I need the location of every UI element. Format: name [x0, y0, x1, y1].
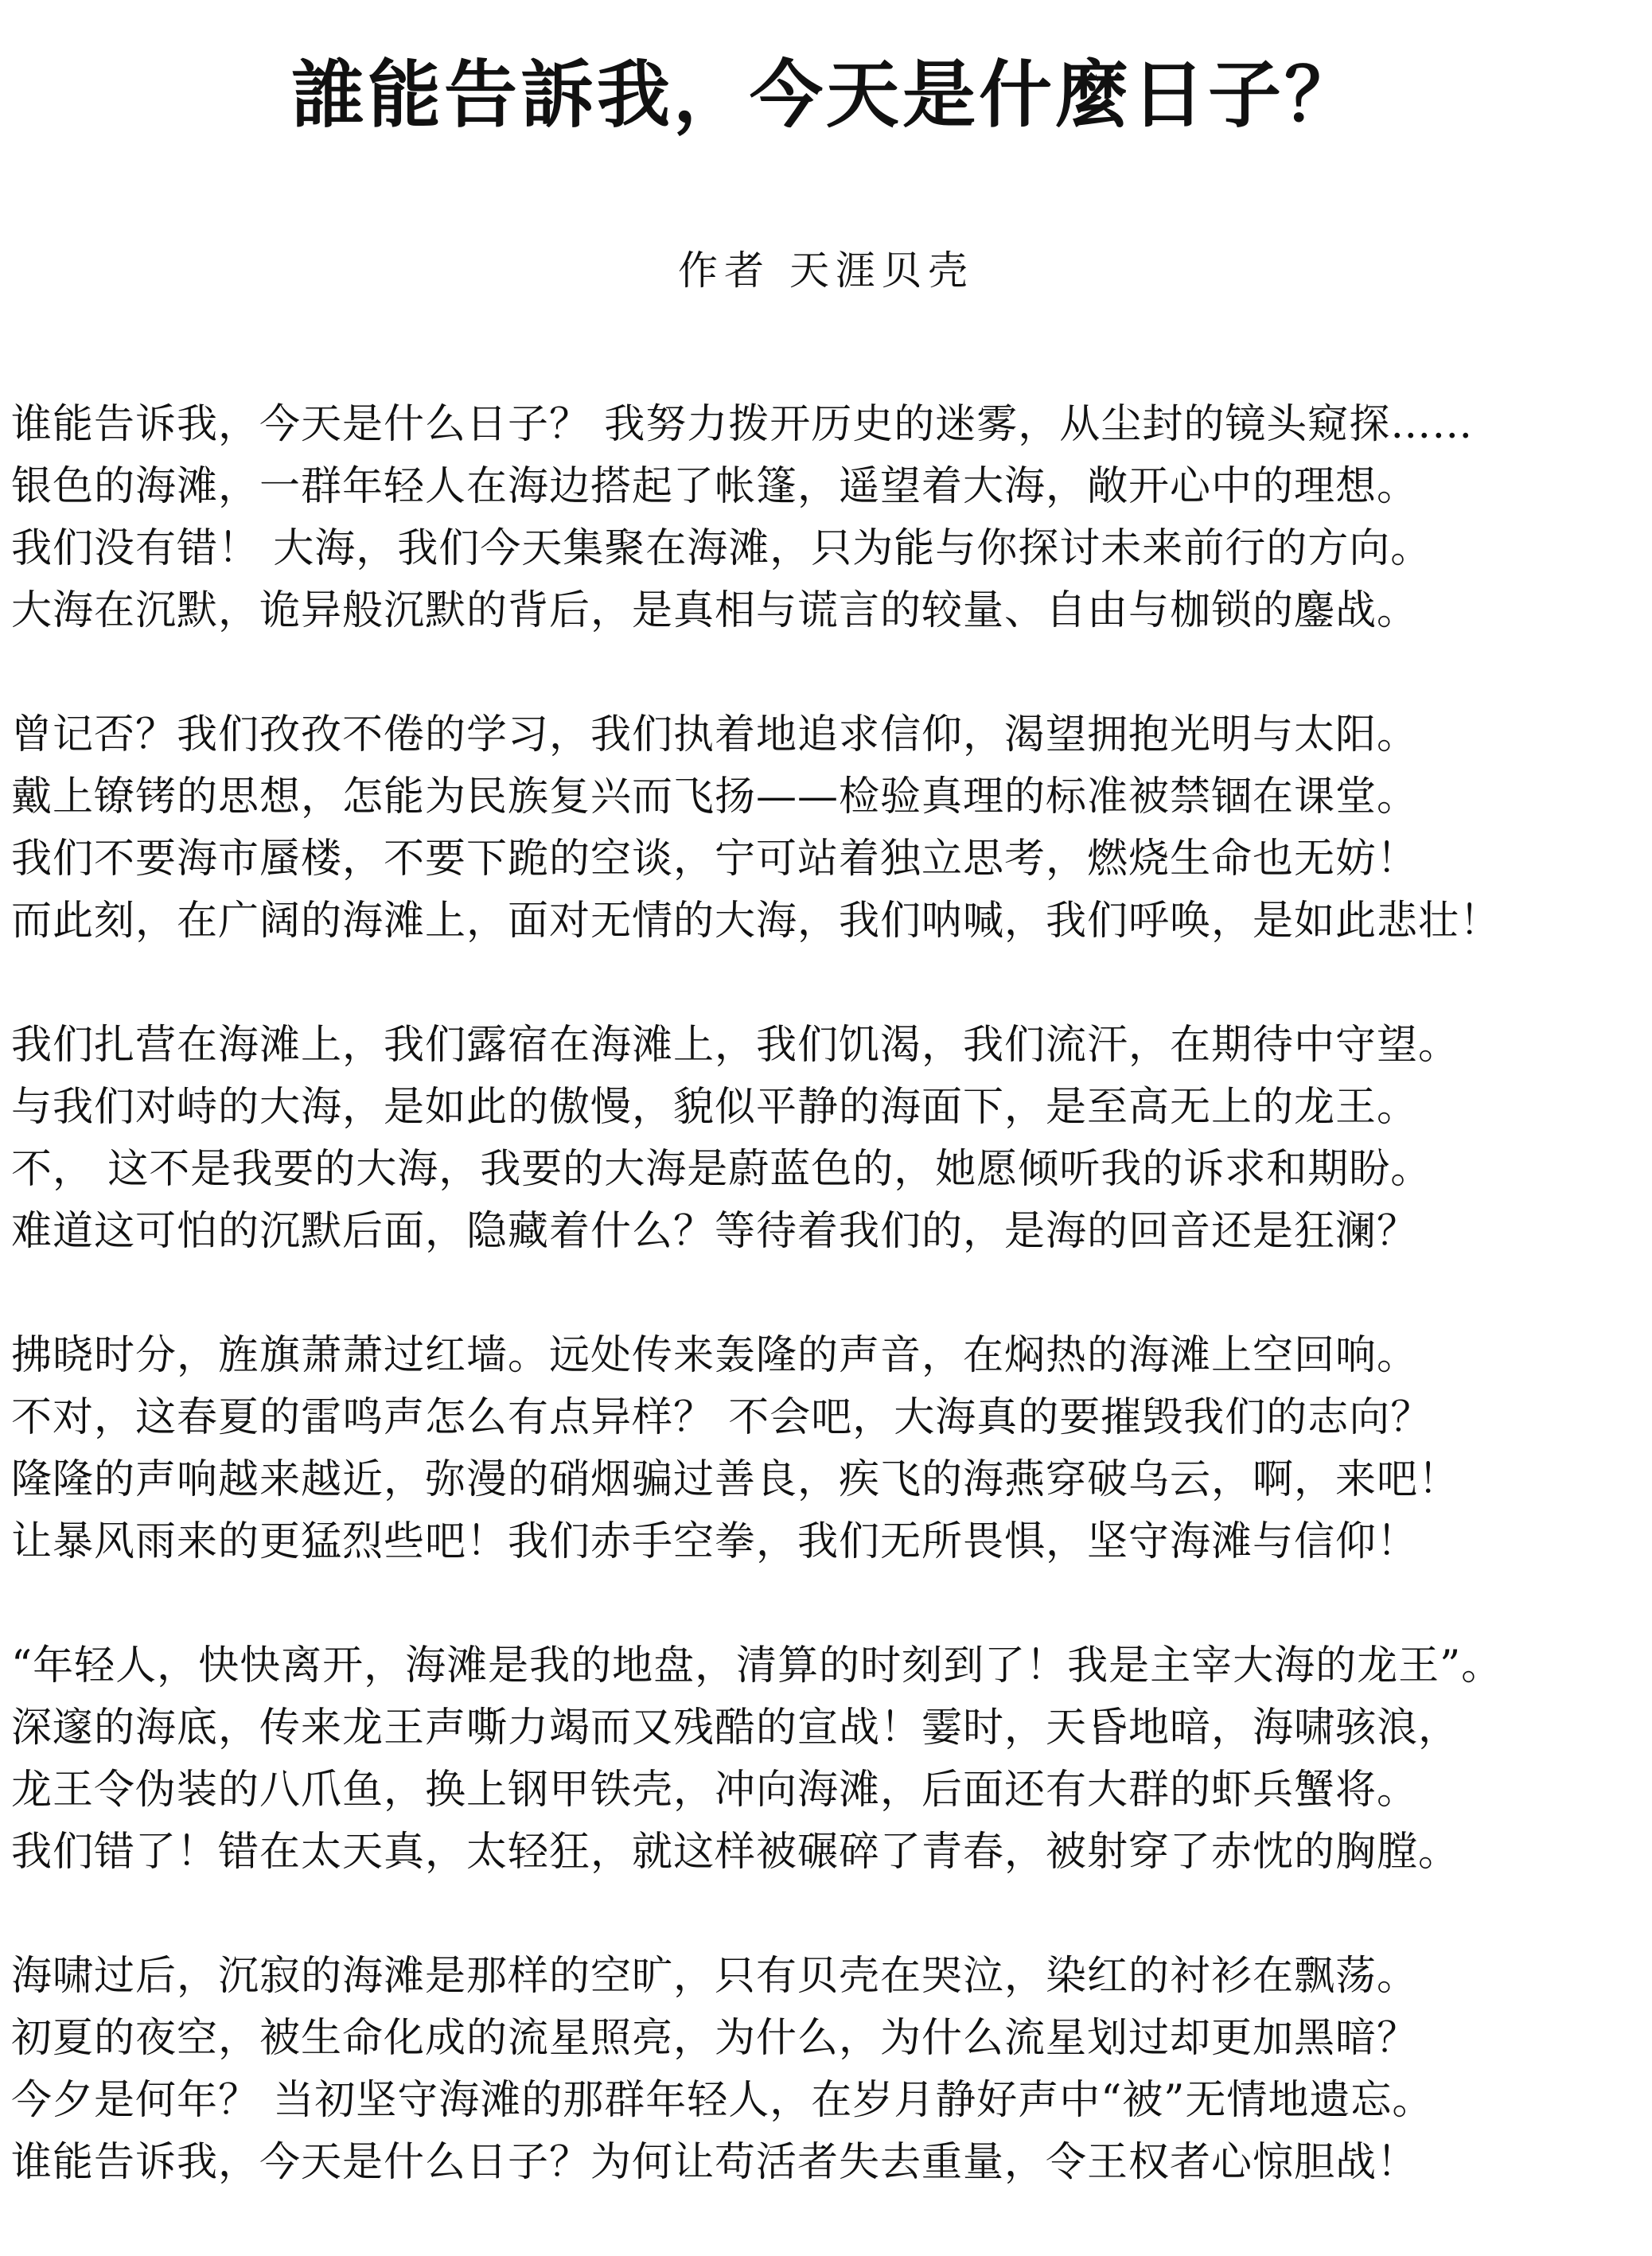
poem-line: 而此刻，在广阔的海滩上，面对无情的大海，我们呐喊，我们呼唤，是如此悲壮！: [11, 898, 1502, 945]
poem-stanza: [11, 394, 1642, 642]
poem-line: 与我们对峙的大海，是如此的傲慢，貌似平静的海面下，是至高无上的龙王。: [11, 1084, 1419, 1131]
poem-line: 海啸过后，沉寂的海滩是那样的空旷，只有贝壳在哭泣，染红的衬衫在飘荡。: [11, 1953, 1419, 2000]
poem-stanza: [11, 704, 1642, 953]
poem-line: 我们没有错！ 大海，我们今天集聚在海滩，只为能与你探讨未来前行的方向。: [11, 525, 1432, 572]
poem-line: 我们不要海市蜃楼，不要下跪的空谈，宁可站着独立思考，燃烧生命也无妨！: [11, 836, 1419, 883]
poem-line: 今夕是何年？ 当初坚守海滩的那群年轻人，在岁月静好声中“被”无情地遗忘。: [11, 2077, 1434, 2124]
poem-line: “年轻人，快快离开，海滩是我的地盘，清算的时刻到了！我是主宰大海的龙王”。: [11, 1642, 1503, 1689]
poem-stanza: [11, 1015, 1642, 1263]
poem-stanza: [11, 1325, 1642, 1573]
poem-line: 深邃的海底，传来龙王声嘶力竭而又残酷的宣战！霎时，天昏地暗，海啸骇浪，: [11, 1705, 1460, 1751]
poem-line: 银色的海滩，一群年轻人在海边搭起了帐篷，遥望着大海，敞开心中的理想。: [11, 463, 1419, 510]
author-byline: 作者 天涯贝壳: [678, 247, 974, 294]
poem-line: 不， 这不是我要的大海，我要的大海是蔚蓝色的，她愿倾听我的诉求和期盼。: [11, 1146, 1432, 1193]
poem-body: [11, 394, 1642, 2256]
poem-line: 让暴风雨来的更猛烈些吧！我们赤手空拳，我们无所畏惧，坚守海滩与信仰！: [11, 1518, 1419, 1565]
poem-stanza: [11, 1946, 1642, 2194]
poem-line: 拂晓时分，旌旗萧萧过红墙。远处传来轰隆的声音，在焖热的海滩上空回响。: [11, 1332, 1419, 1379]
poem-line: 戴上镣铐的思想，怎能为民族复兴而飞扬——检验真理的标准被禁锢在课堂。: [11, 773, 1419, 820]
poem-line: 谁能告诉我，今天是什么日子？为何让苟活者失去重量，令王权者心惊胆战！: [11, 2139, 1419, 2186]
page-title: 誰能告訴我，今天是什麼日子？: [290, 53, 1361, 138]
poem-line: 难道这可怕的沉默后面，隐藏着什么？等待着我们的，是海的回音还是狂澜？: [11, 1208, 1419, 1255]
poem-line: 大海在沉默，诡异般沉默的背后，是真相与谎言的较量、自由与枷锁的鏖战。: [11, 587, 1419, 634]
poem-stanza: [11, 1635, 1642, 1884]
poem-line: 我们扎营在海滩上，我们露宿在海滩上，我们饥渴，我们流汗，在期待中守望。: [11, 1022, 1460, 1069]
poem-line: 曾记否？我们孜孜不倦的学习，我们执着地追求信仰，渴望拥抱光明与太阳。: [11, 711, 1419, 758]
poem-line: 我们错了！错在太天真，太轻狂，就这样被碾碎了青春，被射穿了赤忱的胸膛。: [11, 1829, 1460, 1876]
poem-line: 龙王令伪装的八爪鱼，换上钢甲铁壳，冲向海滩，后面还有大群的虾兵蟹将。: [11, 1767, 1419, 1814]
poem-line: 谁能告诉我，今天是什么日子？ 我努力拨开历史的迷雾，从尘封的镜头窥探……: [11, 401, 1474, 448]
poem-line: 隆隆的声响越来越近，弥漫的硝烟骗过善良，疾飞的海燕穿破乌云，啊，来吧！: [11, 1456, 1460, 1503]
poem-line: 不对，这春夏的雷鸣声怎么有点异样？ 不会吧，大海真的要摧毁我们的志向？: [11, 1394, 1432, 1441]
poem-line: 初夏的夜空，被生命化成的流星照亮，为什么，为什么流星划过却更加黑暗？: [11, 2015, 1419, 2062]
